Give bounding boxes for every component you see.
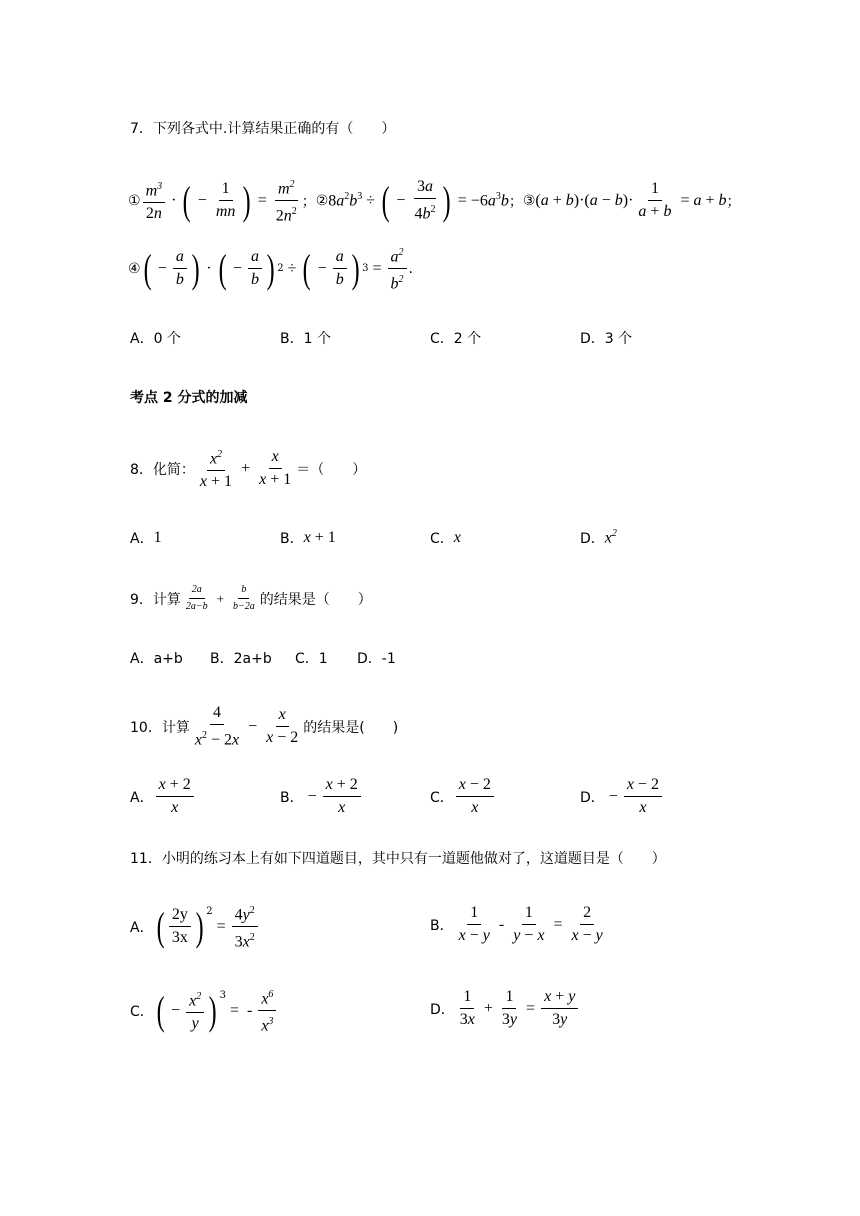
q8-stem: 8．化简： $\frac{x^2}{x + 1}$ + $\frac{x}{x + 1}$ ＝（ ）	[130, 446, 366, 491]
q7-item3-label: ③	[522, 192, 536, 209]
q11-option-a[interactable]: A． ( $\frac{2y}{3x}$ ) $^2$ = $\frac{4y^2}{3x^2}$	[130, 902, 260, 952]
q7-expression-row-2: ④ ( − $\frac{a}{b}$ ) · ( − $\frac{a}{b}$ ) 2 ÷ ( − $\frac{a}{b}$ ) 3 = $\frac{a^2}{b^2}$ .	[128, 245, 413, 293]
fraction: $\frac{a}{b}$	[333, 248, 347, 289]
fraction: $\frac{a}{b}$	[173, 248, 187, 289]
section-heading: 考点 2 分式的加减	[130, 390, 248, 406]
q9-option-a[interactable]: A．a+b	[130, 651, 183, 667]
fraction: $\frac{a}{b}$	[248, 248, 262, 289]
q11-option-d[interactable]: D． $\frac{1}{3x}$ + $\frac{1}{3y}$ = $\frac{x + y}{3y}$	[430, 988, 580, 1029]
q8-option-c[interactable]: C． x	[430, 529, 461, 547]
fraction: $\frac{2a}{2a-b}$	[185, 584, 208, 612]
fraction: $\frac{b}{b-2a}$	[233, 584, 255, 612]
fraction: $\frac{m^2}{2n^2}$	[273, 176, 300, 226]
fraction: $\frac{x}{x + 1}$	[259, 448, 292, 489]
q7-option-b[interactable]: B．1 个	[280, 331, 331, 347]
q8-option-b[interactable]: B． x + 1	[280, 529, 336, 547]
q10-option-d[interactable]: D． − $\frac{x - 2}{x}$	[580, 776, 664, 817]
q10-option-b[interactable]: B． − $\frac{x + 2}{x}$	[280, 776, 363, 817]
q9-option-c[interactable]: C．1	[295, 651, 328, 667]
q9-stem: 9．计算 $\frac{2a}{2a-b}$ + $\frac{b}{b-2a}$ 的结果是（ ）	[130, 584, 372, 612]
fraction: $\frac{1}{a + b}$	[638, 180, 672, 221]
q11-option-b[interactable]: B． $\frac{1}{x - y}$ - $\frac{1}{y - x}$ = $\frac{2}{x - y}$	[430, 904, 603, 944]
fraction: $\frac{4}{x^2 - 2x}$	[194, 704, 240, 749]
q9-option-b[interactable]: B．2a+b	[210, 651, 272, 667]
q7-option-d[interactable]: D．3 个	[580, 331, 633, 347]
q7-option-a[interactable]: A．0 个	[130, 331, 181, 347]
q7-item4-label: ④	[128, 260, 141, 277]
fraction: $\frac{m^3}{2n}$	[143, 178, 166, 223]
q8-option-d[interactable]: D． $x^2$	[580, 528, 617, 547]
fraction: $\frac{a^2}{b^2}$	[388, 244, 407, 294]
q7-item2-label: ②	[315, 192, 329, 209]
q7-item1-label: ①	[128, 192, 141, 209]
q7-expression-row-1: ① $\frac{m^3}{2n}$ · ( − $\frac{1}{mn}$ ) = $\frac{m^2}{2n^2}$ ； ② $8a^2b^3$ ÷ ( − $\frac{3a}{4b^2}$ ) = $-6a^3b$ ； ③ (a + b)·(a − b)· $\frac{1}{a + b}$ = a + b ；	[128, 177, 741, 225]
fraction: $\frac{x^2}{x + 1}$	[197, 446, 235, 491]
q11-option-c[interactable]: C． ( − $\frac{x^2}{y}$ ) $^3$ = - $\frac{x^6}{x^3}$	[130, 986, 278, 1036]
q10-stem: 10．计算 $\frac{4}{x^2 - 2x}$ − $\frac{x}{x - 2}$ 的结果是( )	[130, 704, 399, 749]
fraction: $\frac{x}{x - 2}$	[266, 706, 299, 747]
q10-option-c[interactable]: C． $\frac{x - 2}{x}$	[430, 776, 496, 817]
q10-option-a[interactable]: A． $\frac{x + 2}{x}$	[130, 776, 196, 817]
q7-option-c[interactable]: C．2 个	[430, 331, 482, 347]
q9-option-d[interactable]: D．-1	[357, 651, 396, 667]
q8-option-a[interactable]: A． 1	[130, 529, 162, 547]
q11-stem: 11．小明的练习本上有如下四道题目，其中只有一道题他做对了，这道题目是（ ）	[130, 851, 666, 867]
q7-stem: 7．下列各式中.计算结果正确的有（ ）	[130, 121, 396, 137]
fraction: $\frac{1}{mn}$	[215, 180, 236, 221]
fraction: $\frac{3a}{4b^2}$	[414, 178, 436, 223]
